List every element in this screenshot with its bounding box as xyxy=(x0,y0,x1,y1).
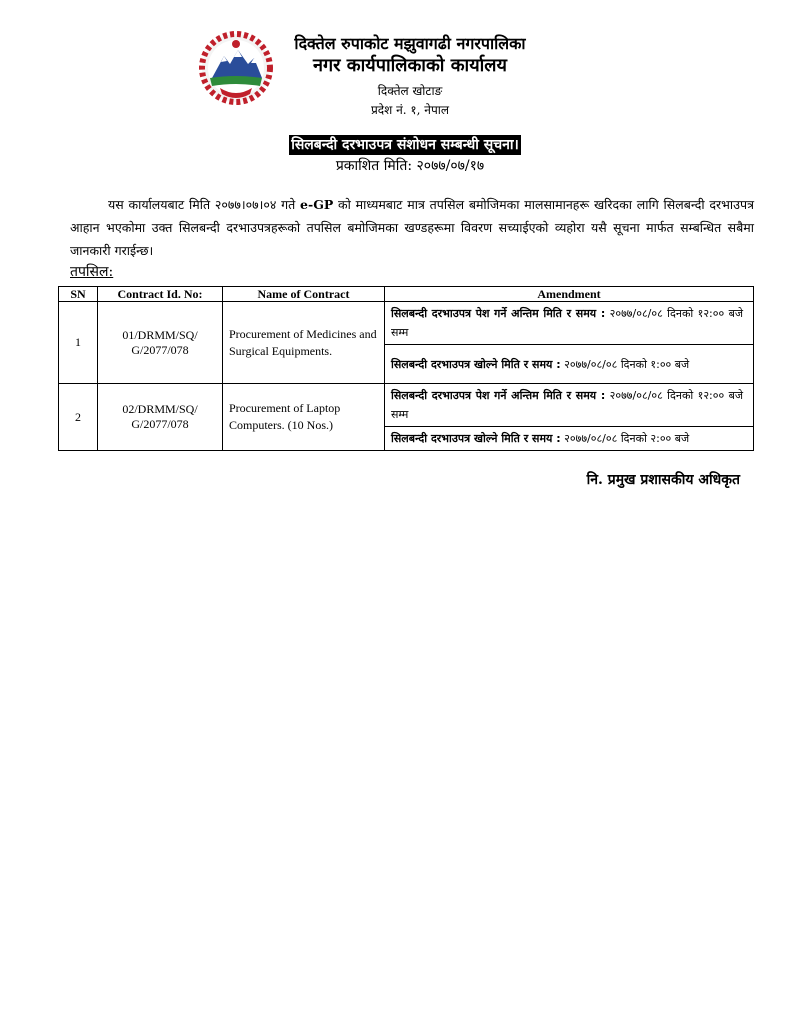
header-contract-name: Name of Contract xyxy=(223,287,385,302)
header-contract-id: Contract Id. No: xyxy=(98,287,223,302)
header-sn: SN xyxy=(59,287,98,302)
cell-contract-id: 02/DRMM/SQ/ G/2077/078 xyxy=(98,384,223,451)
amendment-value: २०७७/०८/०८ दिनको १:०० बजे xyxy=(560,357,690,371)
cell-contract-name: Procurement of Medicines and Surgical Equipments. xyxy=(223,302,385,384)
table-header-row xyxy=(59,287,754,302)
notice-body xyxy=(70,193,754,262)
table-row xyxy=(59,302,754,345)
amendment-label: सिलबन्दी दरभाउपत्र पेश गर्ने अन्तिम मिति र समय : xyxy=(391,389,606,402)
nepal-emblem-icon xyxy=(198,30,274,106)
cell-amendment-opening xyxy=(385,345,754,384)
office-name: नगर कार्यपालिकाको कार्यालय xyxy=(313,55,507,76)
table-row xyxy=(59,384,754,427)
amendment-label: सिलबन्दी दरभाउपत्र खोल्ने मिति र समय : xyxy=(391,357,561,371)
cell-sn: 2 xyxy=(59,384,98,451)
letterhead xyxy=(290,34,530,120)
cell-contract-id: 01/DRMM/SQ/ G/2077/078 xyxy=(98,302,223,384)
cell-amendment-submission xyxy=(385,302,754,345)
egp-term: e-GP xyxy=(300,197,334,212)
province-line: प्रदेश नं. १, नेपाल xyxy=(370,103,450,117)
amendment-value: २०७७/०८/०८ दिनको १२:०० बजे सम्म xyxy=(391,307,744,339)
header-amendment: Amendment xyxy=(385,287,754,302)
municipality-name: दिक्तेल रुपाकोट मझुवागढी नगरपालिका xyxy=(294,34,526,53)
amendment-label: सिलबन्दी दरभाउपत्र पेश गर्ने अन्तिम मिति र समय : xyxy=(391,307,606,320)
cell-contract-name: Procurement of Laptop Computers. (10 Nos.) xyxy=(223,384,385,451)
cell-amendment-submission xyxy=(385,384,754,427)
signatory-title: नि. प्रमुख प्रशासकीय अधिकृत xyxy=(586,472,740,488)
published-date: प्रकाशित मिति: २०७७/०७/१७ xyxy=(335,158,485,174)
cell-amendment-opening xyxy=(385,427,754,451)
body-text-before: यस कार्यालयबाट मिति २०७७।०७।०४ गते xyxy=(108,197,301,212)
office-location: दिक्तेल खोटाङ xyxy=(377,84,443,98)
amendment-value: २०७७/०८/०८ दिनको २:०० बजे xyxy=(560,432,690,445)
notice-title: सिलबन्दी दरभाउपत्र संशोधन सम्बन्धी सूचना। xyxy=(289,135,521,155)
amendment-label: सिलबन्दी दरभाउपत्र खोल्ने मिति र समय : xyxy=(391,432,561,445)
body-text-after: को माध्यमबाट मात्र तपसिल बमोजिमका मालसामानहरू खरिदका लागि सिलबन्दी दरभाउपत्र आहान भएकोमा उक्त सिलबन्दी दरभाउपत्रहरूको तपसिल बमोजिमका खण्डहरूमा विवरण सच्याईएको व्यहोरा यसै सूचना मार्फत सम्बन्धित सबैमा जानकारी गराईन्छ। xyxy=(70,197,754,258)
schedule-label: तपसिल: xyxy=(70,264,114,280)
cell-sn: 1 xyxy=(59,302,98,384)
amendment-table xyxy=(58,286,754,451)
amendment-value: २०७७/०८/०८ दिनको १२:०० बजे सम्म xyxy=(391,389,744,421)
